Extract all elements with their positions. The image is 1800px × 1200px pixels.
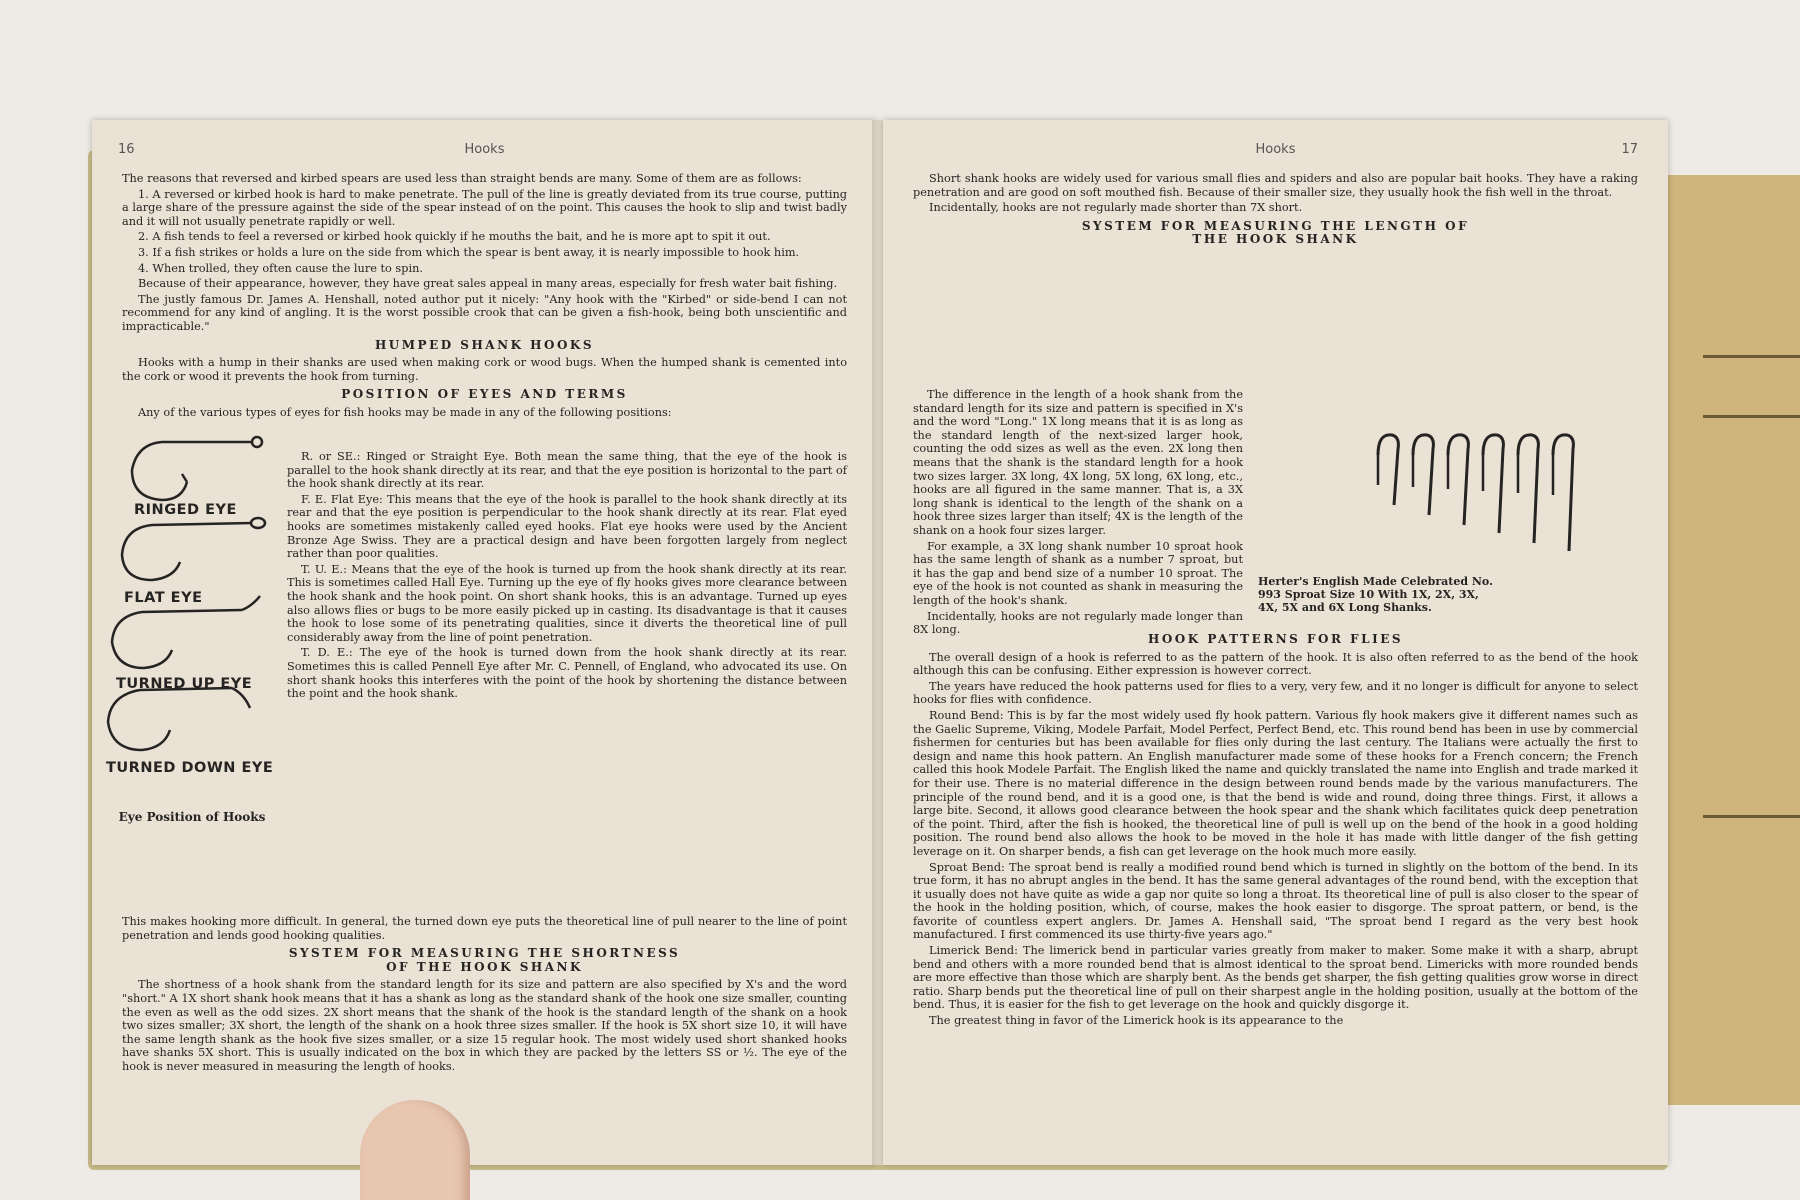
paragraph: Hooks with a hump in their shanks are used when making cork or wood bugs. When the humped shank is cemented into the cork or wood it prevents the hook from turning. [122, 356, 847, 383]
figure-caption: Herter's English Made Celebrated No. 993 Sproat Size 10 With 1X, 2X, 3X, 4X, 5X and 6X Long Shanks. [1258, 575, 1493, 614]
paragraph: Because of their appearance, however, they have great sales appeal in many areas, especially for fresh water bait fishing. [138, 277, 838, 291]
paragraph: Any of the various types of eyes for fish hooks may be made in any of the following positions: [138, 405, 672, 419]
figure-label-ringed-eye: RINGED EYE [134, 502, 237, 518]
paragraph: Short shank hooks are widely used for various small flies and spiders and also are popular bait hooks. They have a raking penetration and are good on soft mouthed fish. Because of their smaller size, they usually hook the fish well in the throat. [913, 172, 1638, 199]
paragraph: The difference in the length of a hook shank from the standard length for its size and pattern is specified in X's and the word "Long." 1X long means that it is as long as the standard length of the next-sized larger hook, counting the odd sizes as well as the even. 2X long then means that the shank is the standard length for a hook two sizes larger. 3X long, 4X long, 5X long, 6X long, etc., hooks are all figured in the same manner. That is, a 3X long shank is identical to the length of the shank on a hook three sizes larger than itself; 4X is the length of the shank on a hook four sizes larger. [913, 388, 1243, 537]
paragraph: 3. If a fish strikes or holds a lure on the side from which the spear is bent away, it is nearly impossible to hook him. [138, 245, 800, 259]
section-heading: HOOK PATTERNS FOR FLIES [1147, 632, 1404, 646]
page-number: 16 [118, 142, 135, 157]
paragraph: T. U. E.: Means that the eye of the hook is turned up from the hook shank directly at its rear. This is sometimes called Hall Eye. Turning up the eye of fly hooks gives more clearance between the hook shank and the hook point. On short shank hooks, this is an advantage. Turned up eyes also allows flies or bugs to be more easily picked up in casting. Its disadvantage is that it causes the hook to lose some of its penetrating qualities, since it diverts the theoretical line of pull considerably away from the line of point penetration. [287, 562, 847, 644]
section-heading: POSITION OF EYES AND TERMS [341, 387, 628, 402]
paragraph: Incidentally, hooks are not regularly made longer than 8X long. [913, 609, 1243, 637]
sproat-hook-figure [1358, 425, 1638, 650]
sproat-hooks-drawing [1358, 425, 1638, 565]
paragraph: 2. A fish tends to feel a reversed or kirbed hook quickly if he mouths the bait, and he is more apt to spit it out. [138, 230, 771, 244]
figure-label-flat-eye: FLAT EYE [124, 590, 203, 606]
figure-label-turned-up-eye: TURNED UP EYE [116, 676, 253, 692]
paragraph: R. or SE.: Ringed or Straight Eye. Both mean the same thing, that the eye of the hook is parallel to the hook shank directly at its rear, and that the eye position is horizontal to the part of the hook shank directly at its rear. [287, 450, 847, 491]
paragraph: The years have reduced the hook patterns used for flies to a very, very few, and it no longer is difficult for anyone to select hooks for flies with confidence. [913, 679, 1638, 707]
eye-terms-column [287, 450, 847, 703]
section-heading: HUMPED SHANK HOOKS [374, 337, 595, 352]
eye-position-figure [102, 430, 277, 965]
length-text-column [913, 388, 1243, 639]
paragraph: F. E. Flat Eye: This means that the eye of the hook is parallel to the hook shank directly at its rear and that the eye position is perpendicular to the hook shank directly at its rear. Flat eyed hooks are sometimes mistakenly called eyed hooks. Flat eye hooks were used by the Ancient Bronze Age Swiss. They are a practical design and have been forgotten largely from neglect rather than poor qualities. [287, 492, 847, 561]
figure-label-turned-down-eye: TURNED DOWN EYE [106, 760, 274, 776]
running-head: Hooks [1255, 142, 1296, 157]
paragraph: Incidentally, hooks are not regularly made shorter than 7X short. [929, 201, 1303, 215]
thumb [360, 1100, 470, 1200]
section-heading: THE HOOK SHANK [1192, 232, 1359, 247]
paragraph: The reasons that reversed and kirbed spears are used less than straight bends are many. Some of them are as follows: [122, 172, 802, 185]
section-heading: SYSTEM FOR MEASURING THE SHORTNESS [288, 946, 681, 961]
paragraph: For example, a 3X long shank number 10 sproat hook has the same length of shank as a number 7 sproat, but it has the gap and bend size of a number 10 sproat. The eye of the hook is not counted as shank in measuring the length of the hook's shank. [913, 539, 1243, 607]
paragraph: Sproat Bend: The sproat bend is really a modified round bend which is turned in slightly on the bottom of the bend. In its true form, it has no abrupt angles in the bend. It has the same general advantages of the round bend, with the exception that it usually does not have quite as wide a gap nor quite so long a throat. Its theoretical line of pull is also closer to the spear of the hook in the holding position, which, of course, makes the hook easier to disgorge. The sproat pattern, or bend, is the favorite of countless expert anglers. Dr. James A. Henshall said, "The sproat bend I regard as the very best hook manufactured. I first commenced its use thirty-five years ago." [913, 860, 1638, 942]
left-page [92, 120, 877, 1165]
right-text-bottom [913, 628, 1638, 1030]
paragraph: The greatest thing in favor of the Limerick hook is its appearance to the [929, 1014, 1344, 1028]
right-text-top [913, 172, 1638, 251]
right-page [883, 120, 1668, 1165]
section-heading: SYSTEM FOR MEASURING THE LENGTH OF [1081, 218, 1470, 233]
paragraph: Limerick Bend: The limerick bend in particular varies greatly from maker to maker. Some make it with a sharp, abrupt bend and others with a more rounded bend that is almost identical to the sproat bend. Limericks with more rounded bends are more effective than those which are sharply bent. As the bends get sharper, the fish getting qualities grow worse in direct ratio. Sharp bends put the theoretical line of pull on their sharpest angle in the holding position, usually at the bottom of the bend. Thus, it is easier for the fish to get leverage on the hook and quickly disgorge it. [913, 944, 1638, 1012]
paragraph: The overall design of a hook is referred to as the pattern of the hook. It is also often referred to as the bend of the hook although this can be confusing. Either expression is however correct. [913, 650, 1638, 678]
figure-caption: Eye Position of Hooks [118, 810, 266, 824]
page-number: 17 [1621, 142, 1638, 157]
paragraph: The justly famous Dr. James A. Henshall, noted author put it nicely: "Any hook with the "Kirbed" or side-bend I can not recommend for any kind of angling. It is the worst possible crook that can be given a fish-hook, being both unscientific and impracticable." [122, 292, 847, 333]
paragraph: 4. When trolled, they often cause the lure to spin. [138, 261, 423, 275]
paragraph: The shortness of a hook shank from the standard length for its size and pattern are also specified by X's and the word "short." A 1X short shank hook means that it has a shank as long as the standard shank of the hook one size smaller, counting the even as well as the odd sizes. 2X short means that the shank of the hook is the standard length of the shank on a hook two sizes smaller; 3X short, the length of the shank on a hook three sizes smaller. If the hook is 5X short size 10, it will have the same length shank as the hook five sizes smaller, or a size 15 regular hook. The most widely used short shanked hooks have shanks 5X short. This is usually indicated on the box in which they are packed by the letters SS or ½. The eye of the hook is never measured in measuring the length of hooks. [122, 978, 847, 1073]
paragraph: T. D. E.: The eye of the hook is turned down from the hook shank directly at its rear. Sometimes this is called Pennell Eye after Mr. C. Pennell, of England, who advocated its use. On short shank hooks this interferes with the point of the hook by shortening the distance between the point and the hook shank. [287, 646, 847, 701]
paragraph: 1. A reversed or kirbed hook is hard to make penetrate. The pull of the line is greatly deviated from its true course, putting a large share of the pressure against the side of the spear instead of on the point. This causes the hook to slip and twist badly and it will not usually penetrate rapidly or well. [122, 187, 847, 228]
second-booklet [1655, 175, 1800, 1105]
lower-left-text [122, 915, 847, 1076]
left-text-column [122, 172, 847, 422]
section-heading: OF THE HOOK SHANK [386, 959, 583, 974]
paragraph: This makes hooking more difficult. In general, the turned down eye puts the theoretical line of pull nearer to the line of point penetration and lends good hooking qualities. [122, 915, 847, 942]
paragraph: Round Bend: This is by far the most widely used fly hook pattern. Various fly hook makers give it different names such as the Gaelic Supreme, Viking, Modele Parfait, Model Perfect, Perfect Bend, etc. This round bend has been in use by commercial fishermen for centuries but has been available for flies only during the last century. The Italians were actually the first to design and name this hook pattern. An English manufacturer made some of these hooks for a French concern; the French called this hook Modele Parfait. The English liked the name and quickly translated the name into English and trade marked it for their use. There is no material difference in the design between round bends made by the various manufacturers. The principle of the round bend, and it is a good one, is that the bend is wide and round, doing three things. First, it allows a large bite. Second, it allows good clearance between the hook spear and the shank which facilitates quick deep penetration of the point. Third, after the fish is hooked, the theoretical line of pull is well up on the bend of the hook in a good holding position. The round bend also allows the hook to be moved in the hole it has made with little danger of the fish getting leverage on it. On sharper bends, a fish can get leverage on the hook much more easily. [913, 708, 1638, 858]
running-head: Hooks [464, 142, 505, 157]
